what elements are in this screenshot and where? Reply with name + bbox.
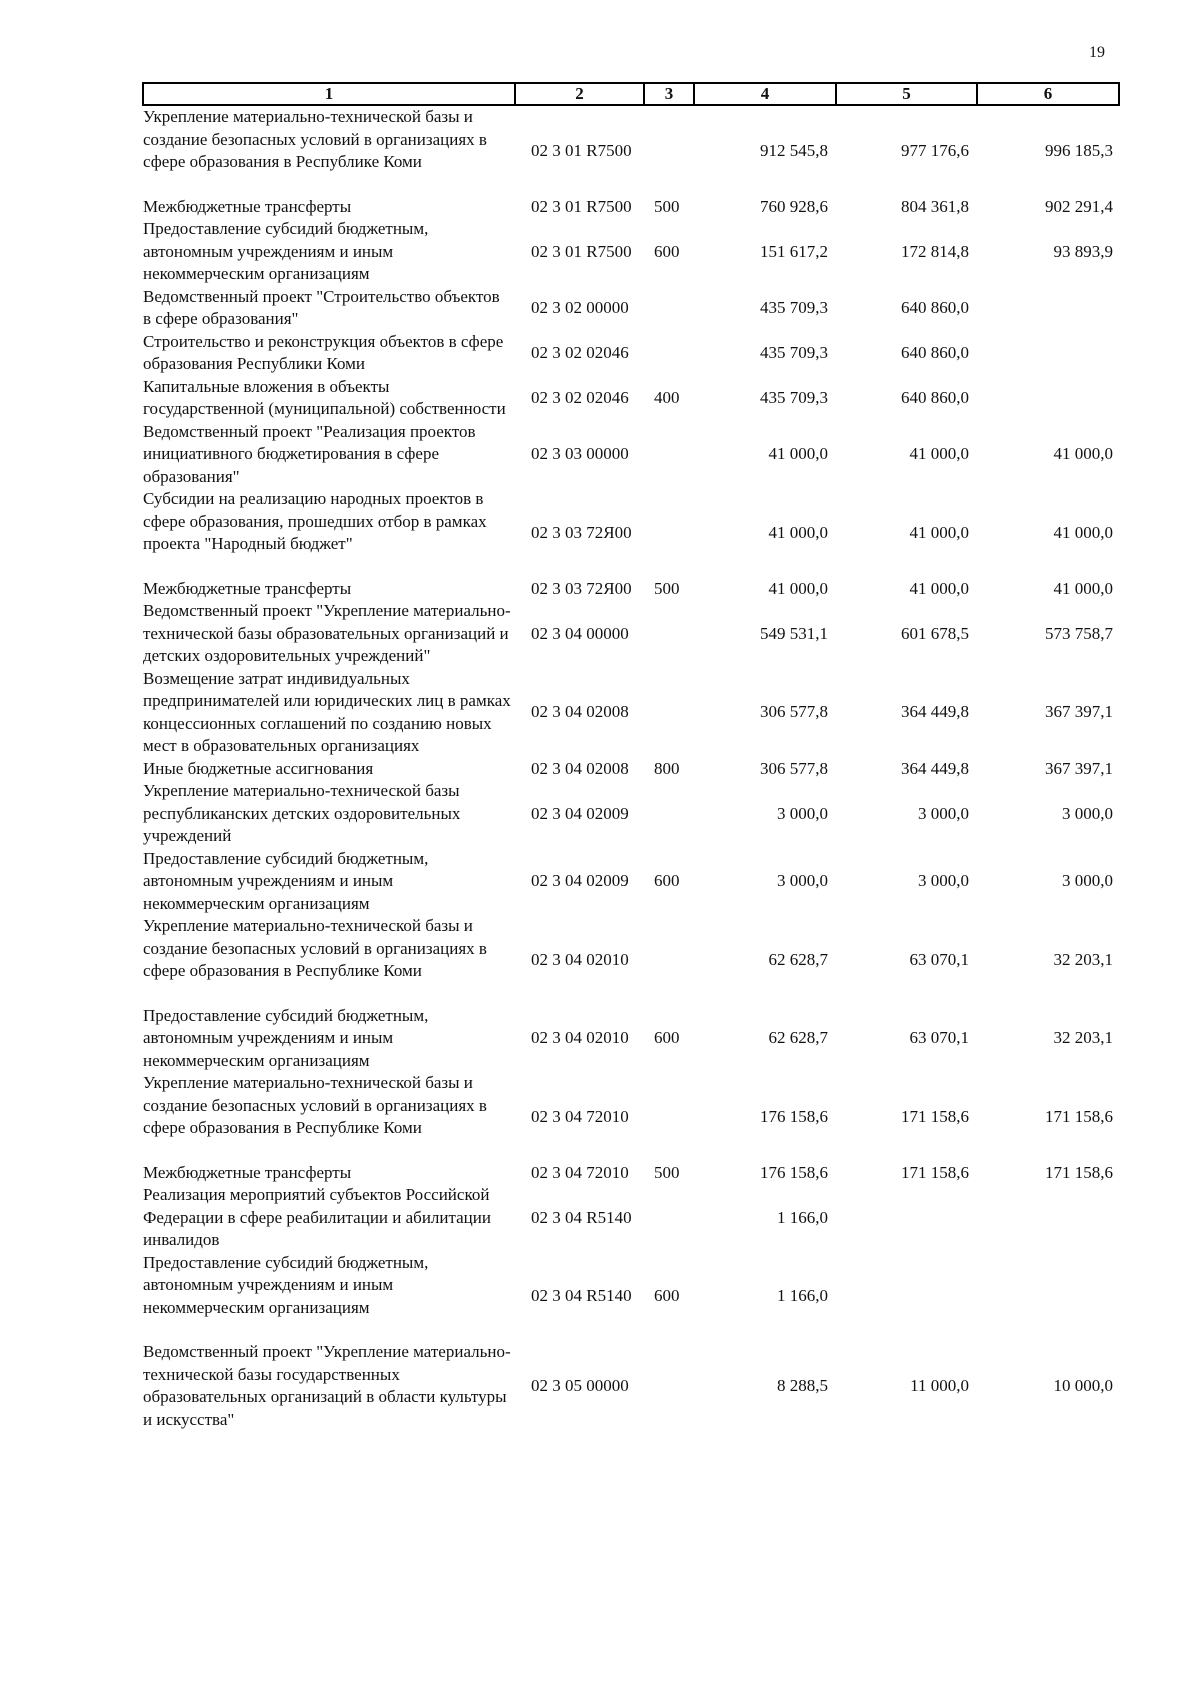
- page-number: 19: [1089, 44, 1105, 61]
- table-row: [143, 196, 1119, 219]
- row-code: 02 3 04 02010: [531, 949, 629, 969]
- table-row: [143, 331, 1119, 376]
- row-value-col5: 11 000,0: [910, 1375, 969, 1395]
- row-value-col4: 306 577,8: [760, 702, 828, 722]
- row-name: Ведомственный проект "Строительство объектов в сфере образования": [143, 286, 500, 328]
- row-value-col4: 176 158,6: [760, 1106, 828, 1126]
- row-name: Межбюджетные трансферты: [143, 1162, 352, 1182]
- row-name: Субсидии на реализацию народных проектов в сфере образования, прошедших отбор в рамках проекта "Народный бюджет": [143, 489, 487, 553]
- table-row: [143, 1184, 1119, 1252]
- row-name: Предоставление субсидий бюджетным, автономным учреждениям и иным некоммерческим организациям: [143, 1005, 429, 1070]
- row-expense-type: [644, 600, 694, 668]
- row-expense-type: [644, 421, 694, 489]
- row-name: Межбюджетные трансферты: [143, 196, 352, 216]
- row-value-col5: 171 158,6: [901, 1162, 969, 1182]
- row-expense-type: 600: [654, 871, 680, 890]
- row-expense-type: 500: [654, 1162, 680, 1182]
- row-value-col4: 435 709,3: [760, 297, 828, 317]
- row-expense-type: 500: [654, 578, 680, 598]
- row-value-col6: [977, 1252, 1119, 1342]
- row-value-col6: 41 000,0: [1053, 444, 1113, 463]
- row-value-col5: 172 814,8: [901, 241, 969, 261]
- row-code: 02 3 03 72Я00: [531, 578, 632, 598]
- row-expense-type: 600: [654, 241, 680, 261]
- row-name: Укрепление материально-технической базы республиканских детских оздоровительных учреждений: [143, 781, 461, 845]
- row-code: 02 3 02 02046: [531, 387, 629, 407]
- row-code: 02 3 04 00000: [531, 623, 629, 643]
- header-col-6: 6: [977, 83, 1119, 105]
- row-name: Иные бюджетные ассигнования: [143, 758, 374, 778]
- row-expense-type: [644, 668, 694, 758]
- row-value-col5: 640 860,0: [901, 387, 969, 407]
- row-value-col6: 902 291,4: [1045, 196, 1113, 216]
- row-value-col5: [836, 1252, 977, 1342]
- row-value-col6: 32 203,1: [1053, 1028, 1113, 1047]
- header-col-2: 2: [515, 83, 644, 105]
- row-code: 02 3 01 R7500: [531, 140, 632, 160]
- table-row: [143, 1162, 1119, 1185]
- row-value-col5: 977 176,6: [901, 140, 969, 160]
- header-col-3: 3: [644, 83, 694, 105]
- table-row: [143, 488, 1119, 578]
- table-row: [143, 915, 1119, 1005]
- row-value-col6: [977, 286, 1119, 331]
- row-value-col6: 573 758,7: [1045, 623, 1113, 643]
- row-code: 02 3 04 02009: [531, 803, 629, 823]
- row-value-col4: 912 545,8: [760, 140, 828, 160]
- table-body: [143, 105, 1119, 1431]
- table-row: [143, 578, 1119, 601]
- row-name: Укрепление материально-технической базы и создание безопасных условий в организациях в сфере образования в Республике Коми: [143, 107, 487, 171]
- row-value-col4: 8 288,5: [777, 1375, 828, 1395]
- row-value-col4: 41 000,0: [768, 578, 828, 598]
- table-row: [143, 758, 1119, 781]
- row-value-col6: 367 397,1: [1045, 758, 1113, 778]
- row-value-col4: 176 158,6: [760, 1162, 828, 1182]
- row-value-col6: 93 893,9: [1053, 241, 1113, 261]
- row-value-col6: [977, 1184, 1119, 1252]
- row-value-col5: 3 000,0: [918, 803, 969, 823]
- row-value-col5: 41 000,0: [909, 578, 969, 598]
- row-code: 02 3 01 R7500: [531, 241, 632, 261]
- row-code: 02 3 05 00000: [531, 1375, 629, 1395]
- row-name: Укрепление материально-технической базы и создание безопасных условий в организациях в сфере образования в Республике Коми: [143, 916, 487, 980]
- row-value-col4: 62 628,7: [768, 1028, 828, 1047]
- row-code: 02 3 01 R7500: [531, 196, 632, 216]
- table-row: [143, 376, 1119, 421]
- row-value-col4: 41 000,0: [768, 444, 828, 463]
- row-name: Ведомственный проект "Реализация проектов инициативного бюджетирования в сфере образования": [143, 421, 476, 486]
- row-value-col6: [977, 376, 1119, 421]
- row-value-col5: 364 449,8: [901, 702, 969, 722]
- row-expense-type: [644, 1341, 694, 1431]
- row-value-col4: 306 577,8: [760, 758, 828, 778]
- row-value-col6: 41 000,0: [1053, 522, 1113, 542]
- row-value-col5: 640 860,0: [901, 342, 969, 362]
- row-value-col5: 171 158,6: [901, 1106, 969, 1126]
- table-row: [143, 1072, 1119, 1162]
- row-expense-type: 800: [654, 758, 680, 778]
- row-code: 02 3 02 02046: [531, 342, 629, 362]
- row-name: Предоставление субсидий бюджетным, автономным учреждениям и иным некоммерческим организациям: [143, 1252, 429, 1317]
- row-name: Реализация мероприятий субъектов Российской Федерации в сфере реабилитации и абилитации инвалидов: [143, 1185, 491, 1249]
- row-value-col5: [836, 1184, 977, 1252]
- row-expense-type: [644, 105, 694, 196]
- row-expense-type: [644, 331, 694, 376]
- table-row: [143, 286, 1119, 331]
- row-name: Капитальные вложения в объекты государственной (муниципальной) собственности: [143, 376, 506, 418]
- row-expense-type: 500: [654, 196, 680, 216]
- row-value-col5: 3 000,0: [918, 871, 969, 890]
- table-row: [143, 668, 1119, 758]
- row-expense-type: [644, 286, 694, 331]
- row-expense-type: [644, 915, 694, 1005]
- row-value-col4: 3 000,0: [777, 871, 828, 890]
- row-expense-type: 400: [654, 387, 680, 407]
- table-header: [143, 83, 1119, 105]
- row-value-col4: 435 709,3: [760, 342, 828, 362]
- row-value-col6: 3 000,0: [1062, 871, 1113, 890]
- row-code: 02 3 04 72010: [531, 1106, 629, 1126]
- table-row: [143, 421, 1119, 489]
- row-expense-type: 600: [654, 1028, 680, 1047]
- row-value-col5: 804 361,8: [901, 196, 969, 216]
- table-row: [143, 1005, 1119, 1073]
- row-name: Ведомственный проект "Укрепление материально-технической базы образовательных организаций и детских оздоровительных учреждений": [143, 601, 511, 665]
- table-row: [143, 218, 1119, 286]
- row-expense-type: [644, 1184, 694, 1252]
- row-code: 02 3 02 00000: [531, 297, 629, 317]
- row-name: Межбюджетные трансферты: [143, 578, 352, 598]
- row-code: 02 3 04 R5140: [531, 1207, 632, 1227]
- row-value-col4: 1 166,0: [777, 1286, 828, 1305]
- row-code: 02 3 04 72010: [531, 1162, 629, 1182]
- row-value-col5: 41 000,0: [909, 444, 969, 463]
- row-name: Ведомственный проект "Укрепление материально-технической базы государственных образовательных организаций в области культуры и искусства": [143, 1342, 511, 1429]
- row-expense-type: [644, 1072, 694, 1162]
- row-value-col4: 3 000,0: [777, 803, 828, 823]
- row-value-col6: [977, 331, 1119, 376]
- table-row: [143, 1252, 1119, 1342]
- row-value-col5: 364 449,8: [901, 758, 969, 778]
- row-value-col6: 171 158,6: [1045, 1106, 1113, 1126]
- row-value-col6: 996 185,3: [1045, 140, 1113, 160]
- header-row: [143, 83, 1119, 105]
- row-code: 02 3 04 02008: [531, 702, 629, 722]
- row-value-col4: 62 628,7: [768, 949, 828, 969]
- row-code: 02 3 04 R5140: [531, 1286, 632, 1305]
- row-expense-type: [644, 488, 694, 578]
- row-value-col4: 151 617,2: [760, 241, 828, 261]
- row-name: Предоставление субсидий бюджетным, автономным учреждениям и иным некоммерческим организациям: [143, 219, 429, 283]
- header-col-4: 4: [694, 83, 836, 105]
- row-name: Предоставление субсидий бюджетным, автономным учреждениям и иным некоммерческим организациям: [143, 848, 429, 913]
- table-row: [143, 1341, 1119, 1431]
- row-name: Возмещение затрат индивидуальных предпринимателей или юридических лиц в рамках концессионных соглашений по созданию новых мест в образовательных организациях: [143, 668, 511, 755]
- table-row: [143, 848, 1119, 916]
- table-row: [143, 600, 1119, 668]
- row-value-col6: 10 000,0: [1053, 1375, 1113, 1395]
- row-value-col6: 32 203,1: [1053, 949, 1113, 969]
- row-value-col5: 41 000,0: [909, 522, 969, 542]
- row-value-col6: 3 000,0: [1062, 803, 1113, 823]
- row-code: 02 3 04 02009: [531, 871, 629, 890]
- header-col-5: 5: [836, 83, 977, 105]
- row-value-col5: 601 678,5: [901, 623, 969, 643]
- table-row: [143, 105, 1119, 196]
- row-code: 02 3 03 00000: [531, 444, 629, 463]
- row-value-col4: 1 166,0: [777, 1207, 828, 1227]
- row-code: 02 3 04 02010: [531, 1028, 629, 1047]
- row-value-col4: 760 928,6: [760, 196, 828, 216]
- row-value-col6: 367 397,1: [1045, 702, 1113, 722]
- row-code: 02 3 03 72Я00: [531, 522, 632, 542]
- row-value-col4: 435 709,3: [760, 387, 828, 407]
- row-value-col4: 41 000,0: [768, 522, 828, 542]
- row-value-col5: 63 070,1: [909, 1028, 969, 1047]
- row-expense-type: [644, 780, 694, 848]
- row-name: Укрепление материально-технической базы и создание безопасных условий в организациях в сфере образования в Республике Коми: [143, 1073, 487, 1137]
- row-value-col4: 549 531,1: [760, 623, 828, 643]
- table-row: [143, 780, 1119, 848]
- row-value-col6: 41 000,0: [1053, 578, 1113, 598]
- row-name: Строительство и реконструкция объектов в сфере образования Республики Коми: [143, 331, 504, 373]
- row-value-col6: 171 158,6: [1045, 1162, 1113, 1182]
- header-col-1: 1: [143, 83, 515, 105]
- row-expense-type: 600: [654, 1286, 680, 1305]
- row-value-col5: 63 070,1: [909, 949, 969, 969]
- budget-table: [142, 82, 1120, 1431]
- row-value-col5: 640 860,0: [901, 297, 969, 317]
- row-code: 02 3 04 02008: [531, 758, 629, 778]
